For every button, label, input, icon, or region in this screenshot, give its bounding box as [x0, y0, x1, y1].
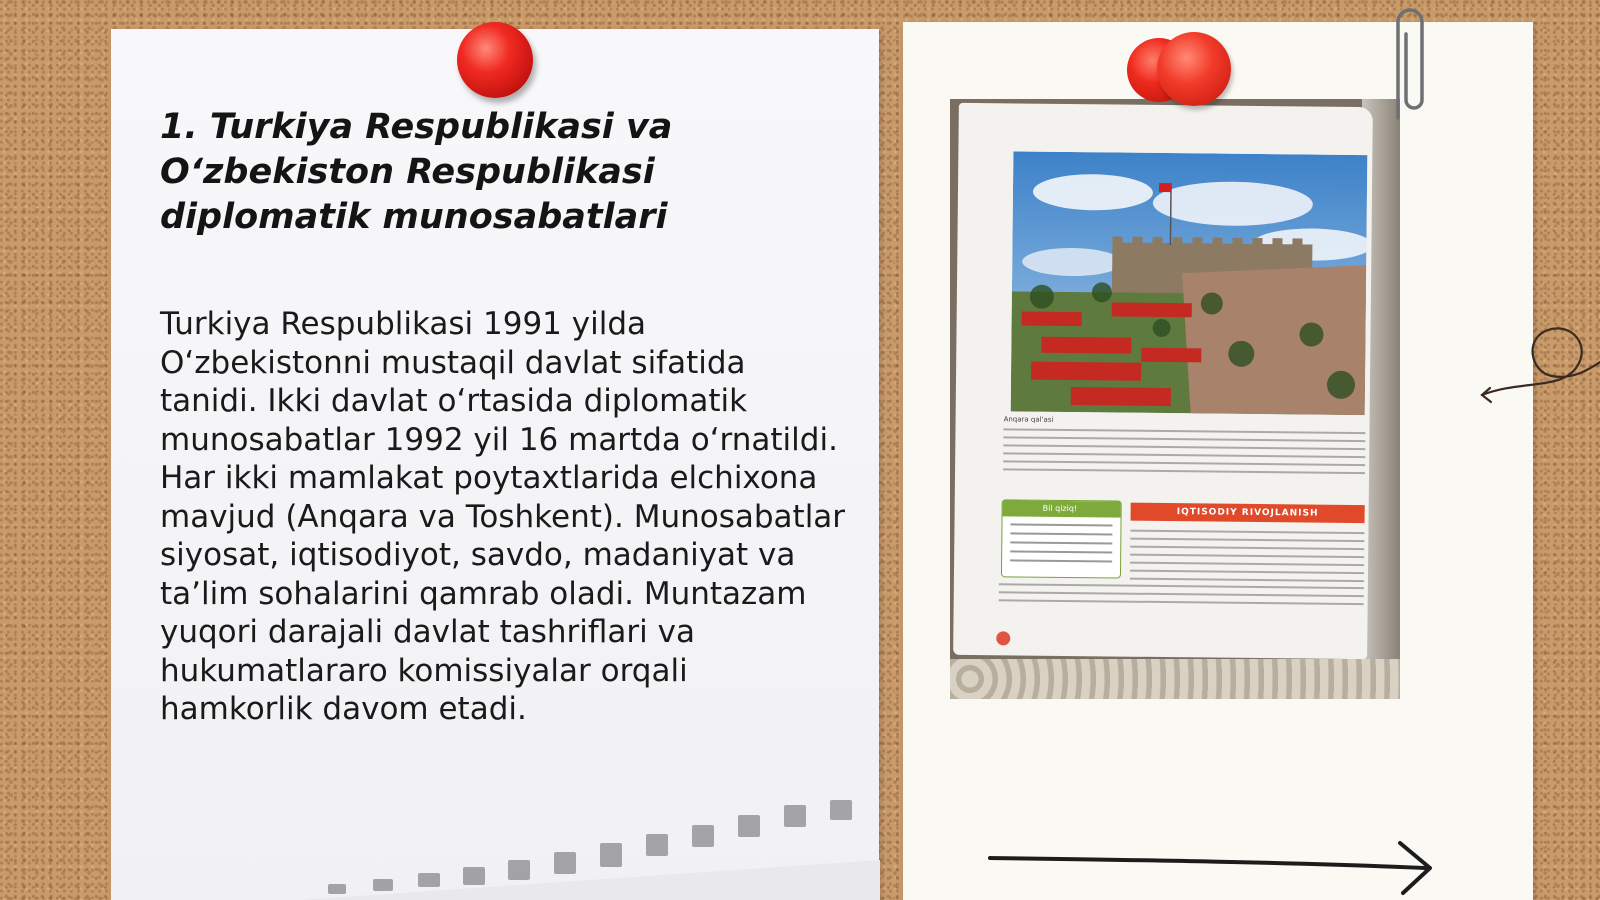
section-heading: IQTISODIY RIVOJLANISH [1131, 503, 1365, 523]
slide-body-text: Turkiya Respublikasi 1991 yilda O‘zbekistonni mustaqil davlat sifatida tanidi. Ikki davlat o‘rtasida diplomatik munosabatlar 1992 yil 16 martda o‘rnatildi. Har ikki mamlakat poytaxtlarida elchixona mavjud (Anqara va Toshkent). Munosabatlar siyosat, iqtisodiyot, savdo, madaniyat va ta’lim sohalarini qamrab oladi. Muntazam yuqori darajali davlat tashriflari va hukumatlararo komissiyalar orqali hamkorlik davom etadi. [160, 306, 846, 727]
slide-title: 1. Turkiya Respublikasi va O‘zbekiston Respublikasi diplomatik munosabatlari [160, 107, 673, 237]
table-surface [950, 659, 1400, 699]
textbook-photo [950, 99, 1400, 699]
paperclip-icon [1384, 0, 1428, 120]
textbook-page [953, 103, 1373, 659]
torn-paper-strip [300, 800, 880, 900]
page-text-lines [1003, 428, 1365, 480]
info-sidebar-box [1001, 499, 1122, 578]
swirl-doodle-icon [1480, 310, 1600, 420]
pushpin-icon [1157, 32, 1231, 106]
page-bottom-text-lines [999, 583, 1364, 611]
castle-photo [1011, 151, 1368, 415]
page-number-dot [996, 631, 1010, 645]
photo-caption: Anqara qal'asi [1003, 415, 1054, 424]
arrow-right-icon [985, 838, 1445, 898]
info-sidebar-heading: Bil qiziq! [1003, 500, 1121, 517]
pushpin-icon [457, 22, 533, 98]
section-text-lines [1130, 530, 1365, 588]
